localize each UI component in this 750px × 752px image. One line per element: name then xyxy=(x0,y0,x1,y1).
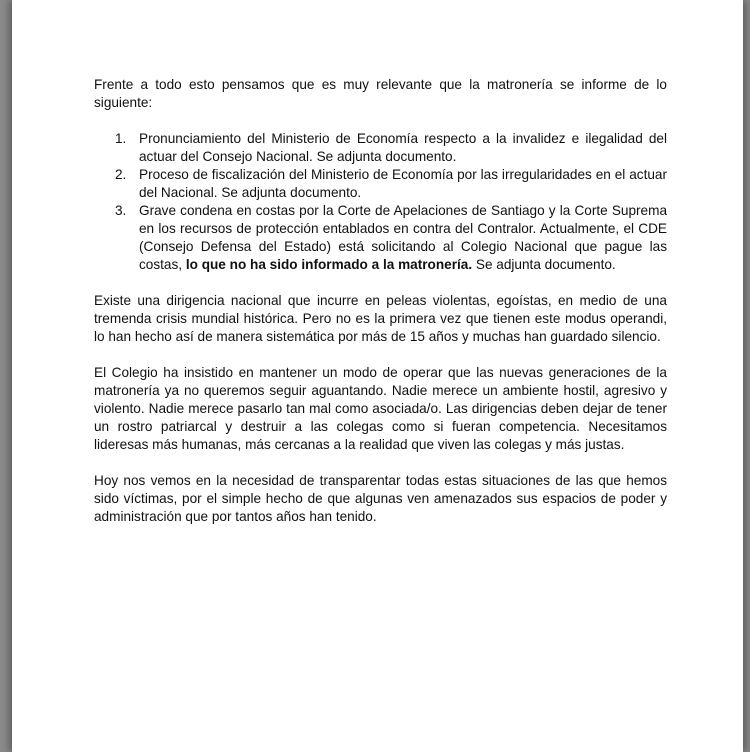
document-page xyxy=(12,0,743,752)
list-item-number: 3. xyxy=(115,203,127,218)
list-item-text: Proceso de fiscalización del Ministerio de Economía por las irregularidades en el actuar del Nacional. Se adjunta documento. xyxy=(139,167,667,200)
body-paragraph: Hoy nos vemos en la necesidad de transparentar todas estas situaciones de las que hemos sido víctimas, por el simple hecho de que algunas ven amenazados sus espacios de poder y administración que por tantos años han tenido. xyxy=(94,473,667,524)
list-item-text-start: Grave condena en costas por la Corte de Apelaciones de Santiago y la Corte Suprema en los recursos de protección entablados en contra del Contralor. Actualmente, el CDE (Consejo Defensa del Estado) está solicitando al Colegio Nacional que pague las costas, xyxy=(139,203,667,272)
list-item-bold-text: lo que no ha sido informado a la matronería. xyxy=(185,257,473,272)
list-item-number: 2. xyxy=(115,167,127,182)
body-paragraph: Existe una dirigencia nacional que incurre en peleas violentas, egoístas, en medio de una tremenda crisis mundial histórica. Pero no es la primera vez que tienen este modus operandi, lo han hecho así de manera sistemática por más de 15 años y muchas han guardado silencio. xyxy=(94,293,667,344)
document-body xyxy=(94,76,667,544)
list-item xyxy=(94,202,667,274)
list-item-text-end: Se adjunta documento. xyxy=(472,257,616,272)
list-item xyxy=(94,166,667,202)
list-item-text xyxy=(139,203,667,272)
list-item-text: Pronunciamiento del Ministerio de Economía respecto a la invalidez e ilegalidad del actuar del Consejo Nacional. Se adjunta documento. xyxy=(139,131,667,164)
list-item xyxy=(94,130,667,166)
list-item-number: 1. xyxy=(115,131,127,146)
body-paragraph: El Colegio ha insistido en mantener un modo de operar que las nuevas generaciones de la matronería ya no queremos seguir aguantando. Nadie merece un ambiente hostil, agresivo y violento. Nadie merece pasarlo tan mal como asociada/o. Las dirigencias deben dejar de tener un rostro patriarcal y destruir a las colegas como si fueran competencia. Necesitamos lideresas más humanas, más cercanas a la realidad que viven las colegas y más justas. xyxy=(94,365,667,452)
numbered-list xyxy=(94,130,667,274)
intro-paragraph: Frente a todo esto pensamos que es muy relevante que la matronería se informe de lo siguiente: xyxy=(94,77,667,110)
